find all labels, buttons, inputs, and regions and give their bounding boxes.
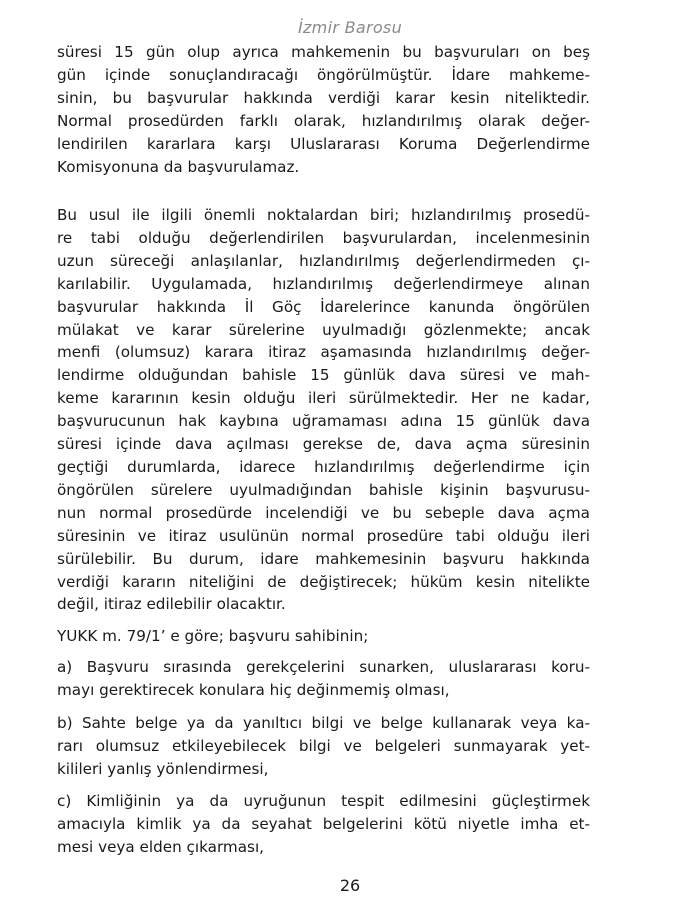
text-line: rarı olumsuz etkileyebilecek bilgi ve belgeleri sunmayarak yet- — [57, 736, 590, 755]
text-line: başvurular hakkında İl Göç İdarelerince kanunda öngörülen — [57, 297, 590, 316]
text-line: başvurucunun hak kaybına uğramaması adına 15 günlük dava — [57, 412, 590, 431]
text-line: re tabi olduğu değerlendirilen başvurulardan, incelenmesinin — [57, 228, 590, 247]
paragraph-accelerated-procedure-duration — [57, 41, 590, 178]
text-line: uzun süreceği anlaşılanlar, hızlandırılmış değerlendirmeden çı- — [57, 251, 590, 270]
text-line: karılabilir. Uygulamada, hızlandırılmış değerlendirmeye alınan — [57, 274, 590, 293]
running-header: İzmir Barosu — [297, 18, 403, 37]
list-item-a — [57, 656, 590, 702]
text-line: sürülebilir. Bu durum, idare mahkemesinin başvuru hakkında — [57, 549, 590, 568]
paragraph-procedure-notes — [57, 204, 590, 616]
text-line: c) Kimliğinin ya da uyruğunun tespit edilmesini güçleştirmek — [57, 792, 590, 810]
page-number: 26 — [339, 876, 361, 895]
text-line: YUKK m. 79/1’ e göre; başvuru sahibinin; — [57, 627, 369, 645]
text-line: gün içinde sonuçlandıracağı öngörülmüştür. İdare mahkeme- — [57, 65, 590, 84]
text-line: Bu usul ile ilgili önemli noktalardan biri; hızlandırılmış prosedü- — [57, 206, 590, 224]
text-line: menfi (olumsuz) karara itiraz aşamasında hızlandırılmış değer- — [57, 343, 590, 362]
text-line: mülakat ve karar sürelerine uyulmadığı gözlenmekte; ancak — [57, 320, 590, 339]
text-line: geçtiği durumlarda, idarece hızlandırılmış değerlendirme için — [57, 457, 590, 476]
text-line: Normal prosedürden farklı olarak, hızlandırılmış olarak değer- — [57, 111, 590, 130]
text-line: mesi veya elden çıkarması, — [57, 837, 264, 856]
list-item-c — [57, 790, 590, 859]
text-line: değil, itiraz edilebilir olacaktır. — [57, 595, 286, 614]
text-line: lendirme olduğundan bahisle 15 günlük dava süresi ve mah- — [57, 366, 590, 385]
text-line: keme kararının kesin olduğu ileri sürülmektedir. Her ne kadar, — [57, 389, 590, 408]
text-line: öngörülen sürelere uyulmadığından bahisle kişinin başvurusu- — [57, 480, 590, 499]
text-line: süresinin ve itiraz usulünün normal prosedüre tabi olduğu ileri — [57, 526, 590, 545]
text-line: Komisyonuna da başvurulamaz. — [57, 157, 300, 176]
text-line: verdiği kararın niteliğini de değiştirecek; hüküm kesin nitelikte — [57, 572, 590, 591]
text-line: mayı gerektirecek konulara hiç değinmemiş olması, — [57, 680, 450, 699]
text-line: kilileri yanlış yönlendirmesi, — [57, 759, 269, 778]
text-line: süresi 15 gün olup ayrıca mahkemenin bu başvuruları on beş — [57, 43, 590, 61]
list-item-b — [57, 712, 590, 781]
text-line: sinin, bu başvurular hakkında verdiği karar kesin niteliktedir. — [57, 88, 590, 107]
text-line: nun normal prosedürde incelendiği ve bu sebeple dava açma — [57, 503, 590, 522]
text-line: lendirilen kararlara karşı Uluslararası Koruma Değerlendirme — [57, 134, 590, 153]
text-line: süresi içinde dava açılması gerekse de, dava açma süresinin — [57, 435, 590, 454]
text-line: amacıyla kimlik ya da seyahat belgelerini kötü niyetle imha et- — [57, 814, 590, 833]
paragraph-yukk-intro — [57, 625, 590, 648]
text-line: a) Başvuru sırasında gerekçelerini sunarken, uluslararası koru- — [57, 658, 590, 676]
text-line: b) Sahte belge ya da yanıltıcı bilgi ve belge kullanarak veya ka- — [57, 714, 590, 732]
